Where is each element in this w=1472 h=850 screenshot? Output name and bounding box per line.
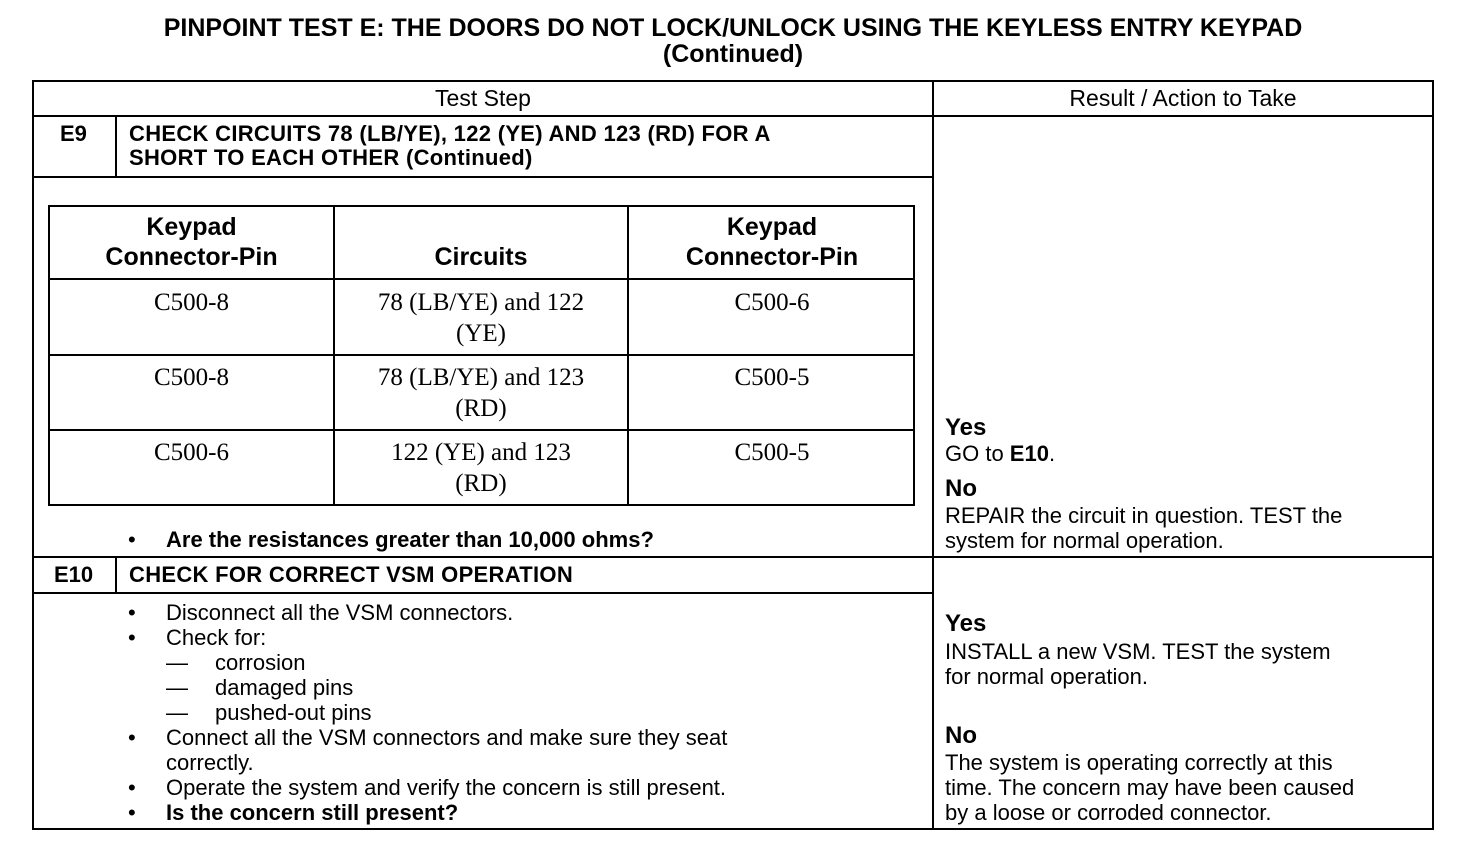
e10-step1: Disconnect all the VSM connectors. xyxy=(166,600,514,625)
e9-yes-label: Yes xyxy=(945,414,987,441)
e10-step3-line1: Connect all the VSM connectors and make sure they seat xyxy=(166,725,728,750)
e10-step4: Operate the system and verify the concern is still present. xyxy=(166,775,727,800)
e10-sub2: damaged pins xyxy=(215,675,354,700)
inner-row-divider-2 xyxy=(48,429,915,431)
dash-icon: — xyxy=(166,700,188,725)
e10-no-label: No xyxy=(945,722,977,749)
e10-sub3: pushed-out pins xyxy=(215,700,372,725)
col-header-keypad-pin-a-line1: Keypad xyxy=(146,213,237,241)
table-row-3-circuits-line1: 122 (YE) and 123 xyxy=(391,439,571,466)
page-title-line1: PINPOINT TEST E: THE DOORS DO NOT LOCK/UNLOCK USING THE KEYLESS ENTRY KEYPAD xyxy=(163,14,1303,42)
e10-no-line2: time. The concern may have been caused xyxy=(945,775,1355,800)
header-result: Result / Action to Take xyxy=(1069,85,1297,111)
step-id-e10: E10 xyxy=(54,562,94,587)
col-header-circuits: Circuits xyxy=(434,243,528,271)
table-row-2-pin-a: C500-8 xyxy=(154,364,229,391)
e9-yes-prefix: GO to xyxy=(945,441,1010,466)
e9-no-line1: REPAIR the circuit in question. TEST the xyxy=(945,503,1343,528)
divider-e9-id xyxy=(115,115,117,178)
col-header-keypad-pin-a-line2: Connector-Pin xyxy=(105,243,278,271)
table-row-3-pin-b: C500-5 xyxy=(734,439,810,466)
e10-no-line3: by a loose or corroded connector. xyxy=(945,800,1272,825)
dash-icon: — xyxy=(166,650,188,675)
table-row-2-circuits-line1: 78 (LB/YE) and 123 xyxy=(377,364,585,391)
e10-yes-label: Yes xyxy=(945,610,987,637)
table-row-1-pin-b: C500-6 xyxy=(734,289,810,316)
page-title-line2: (Continued) xyxy=(662,40,804,68)
header-test-step: Test Step xyxy=(435,85,531,111)
inner-row-divider-0 xyxy=(48,278,915,280)
step-title-e9-line2: SHORT TO EACH OTHER (Continued) xyxy=(129,145,533,170)
dash-icon: — xyxy=(166,675,188,700)
e9-no-line2: system for normal operation. xyxy=(945,528,1224,553)
step-id-e9: E9 xyxy=(60,121,87,146)
divider-e10-title xyxy=(32,592,933,594)
table-row-1-circuits-line1: 78 (LB/YE) and 122 xyxy=(377,289,585,316)
divider-header xyxy=(32,115,1434,117)
bullet-icon: • xyxy=(128,527,136,552)
col-header-keypad-pin-b-line1: Keypad xyxy=(726,213,818,241)
col-header-keypad-pin-b-line2: Connector-Pin xyxy=(685,243,859,271)
step-title-e9-line1: CHECK CIRCUITS 78 (LB/YE), 122 (YE) AND 123 (RD) FOR A xyxy=(129,121,771,146)
divider-e10-id xyxy=(115,556,117,594)
e10-no-line1: The system is operating correctly at this xyxy=(945,750,1333,775)
divider-e9-title xyxy=(32,176,933,178)
inner-row-divider-1 xyxy=(48,354,915,356)
table-row-3-circuits-line2: (RD) xyxy=(455,470,507,497)
e10-step3-line2: correctly. xyxy=(166,750,254,775)
e10-yes-line2: for normal operation. xyxy=(945,664,1148,689)
bullet-icon: • xyxy=(128,600,136,625)
e10-step2: Check for: xyxy=(166,625,267,650)
table-row-2-pin-b: C500-5 xyxy=(734,364,810,391)
step-title-e10: CHECK FOR CORRECT VSM OPERATION xyxy=(129,562,574,587)
e9-yes-target: E10 xyxy=(1009,441,1049,466)
table-row-1-pin-a: C500-8 xyxy=(154,289,229,316)
table-row-1-circuits-line2: (YE) xyxy=(456,320,506,347)
e9-yes-suffix: . xyxy=(1048,441,1056,466)
e10-sub1: corrosion xyxy=(215,650,306,675)
e9-question: Are the resistances greater than 10,000 ohms? xyxy=(166,527,654,552)
bullet-icon: • xyxy=(128,775,136,800)
table-row-3-pin-a: C500-6 xyxy=(154,439,229,466)
bullet-icon: • xyxy=(128,625,136,650)
divider-column xyxy=(932,80,934,830)
e9-yes-action xyxy=(945,441,1055,466)
e10-yes-line1: INSTALL a new VSM. TEST the system xyxy=(945,639,1331,664)
table-row-2-circuits-line2: (RD) xyxy=(455,395,507,422)
divider-e9-e10 xyxy=(32,556,1434,558)
bullet-icon: • xyxy=(128,800,136,825)
e10-question: Is the concern still present? xyxy=(166,800,459,825)
bullet-icon: • xyxy=(128,725,136,750)
e9-no-label: No xyxy=(945,475,977,502)
